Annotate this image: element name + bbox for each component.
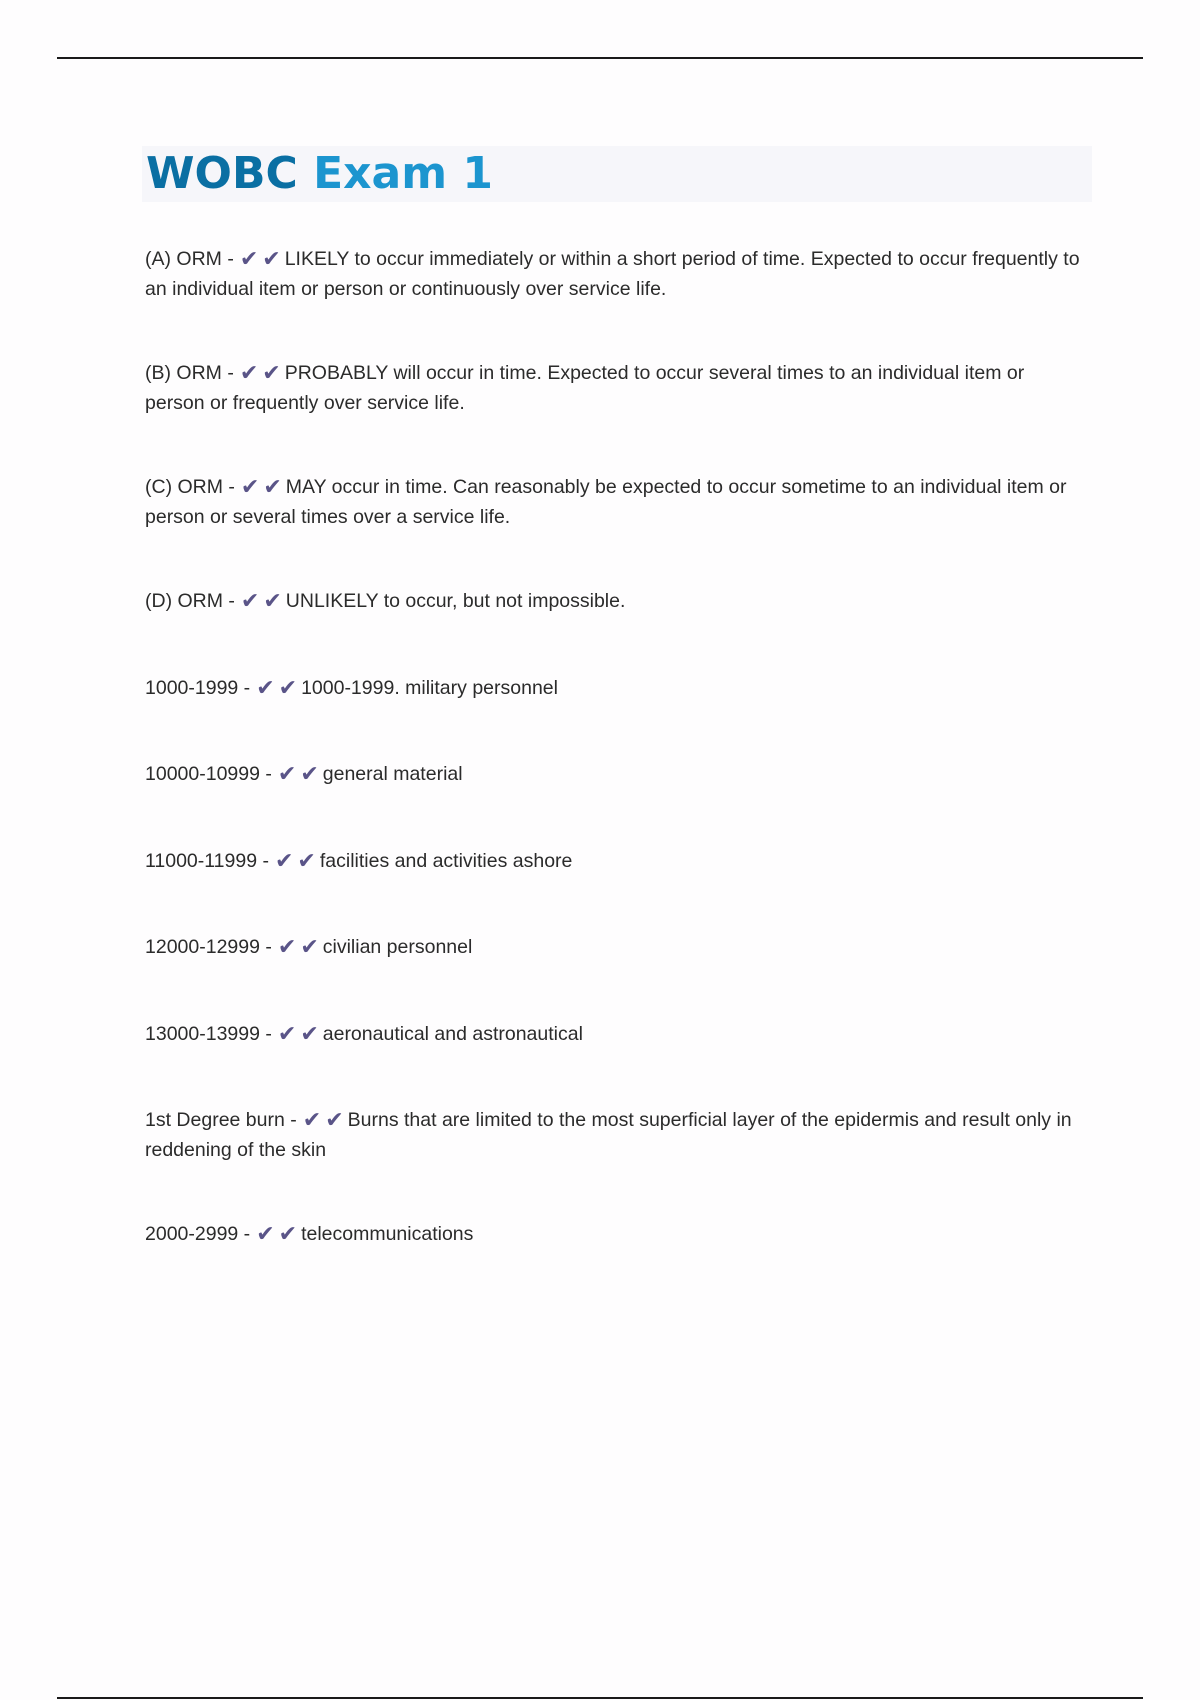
page-title <box>146 146 493 202</box>
checkmark-icon: ✔ <box>277 1022 297 1047</box>
checkmark-icon: ✔ <box>263 475 282 500</box>
flashcard-definition: aeronautical and astronautical <box>322 1023 583 1045</box>
flashcard-term: 1000-1999 <box>145 677 239 699</box>
checkmark-icon: ✔ <box>278 1222 298 1247</box>
checkmark-icon: ✔ <box>297 849 316 874</box>
flashcard-item <box>145 759 1085 789</box>
flashcard-term: 2000-2999 <box>145 1223 239 1245</box>
flashcard-item <box>145 358 1085 418</box>
flashcard-item <box>145 1219 1085 1249</box>
term-separator: - <box>259 1023 272 1045</box>
flashcard-term: (C) ORM <box>145 476 223 498</box>
flashcard-term: 1st Degree burn <box>145 1109 285 1131</box>
top-rule <box>57 57 1143 59</box>
flashcard-term: 12000-12999 <box>145 936 260 958</box>
flashcard-item <box>145 472 1085 532</box>
checkmark-icon: ✔ <box>240 475 260 500</box>
flashcard-item <box>145 586 1085 616</box>
flashcard-item <box>145 1105 1085 1165</box>
checkmark-icon: ✔ <box>302 1108 322 1133</box>
checkmark-icon: ✔ <box>256 1222 275 1247</box>
checkmark-icon: ✔ <box>239 361 259 386</box>
term-separator: - <box>257 850 269 872</box>
flashcard-definition: MAY occur in time. Can reasonably be expected to occur sometime to an individual item or person or several times over a service life. <box>145 476 1067 528</box>
term-separator: - <box>259 763 272 785</box>
term-separator: - <box>259 936 272 958</box>
term-separator: - <box>221 248 234 270</box>
checkmark-icon: ✔ <box>262 361 281 386</box>
flashcard-definition: telecommunications <box>301 1223 474 1245</box>
checkmark-icon: ✔ <box>239 247 259 272</box>
flashcard-term: 11000-11999 <box>145 850 258 872</box>
bottom-rule <box>57 1697 1143 1699</box>
flashcard-definition: facilities and activities ashore <box>319 850 573 872</box>
checkmark-icon: ✔ <box>263 589 282 614</box>
term-separator: - <box>238 1223 251 1245</box>
flashcard-term: 10000-10999 <box>145 763 260 785</box>
flashcard-definition: PROBABLY will occur in time. Expected to occur several times to an individual item or person or frequently over service life. <box>145 362 1025 414</box>
checkmark-icon: ✔ <box>300 762 319 787</box>
checkmark-icon: ✔ <box>325 1108 344 1133</box>
flashcard-definition: civilian personnel <box>322 936 473 958</box>
flashcard-definition: LIKELY to occur immediately or within a short period of time. Expected to occur frequently to an individual item or person or continuously over service life. <box>145 248 1080 300</box>
title-word-wobc: WOBC <box>146 148 298 199</box>
flashcard-term: (B) ORM <box>145 362 222 384</box>
checkmark-icon: ✔ <box>256 676 275 701</box>
flashcard-list <box>145 244 1085 1249</box>
flashcard-item <box>145 244 1085 304</box>
term-separator: - <box>222 590 235 612</box>
flashcard-item <box>145 1019 1085 1049</box>
checkmark-icon: ✔ <box>300 935 319 960</box>
flashcard-definition: 1000-1999. military personnel <box>301 677 558 699</box>
flashcard-item <box>145 673 1085 703</box>
checkmark-icon: ✔ <box>278 676 298 701</box>
flashcard-term: (D) ORM <box>145 590 223 612</box>
flashcard-term: (A) ORM <box>145 248 222 270</box>
title-word-exam: Exam 1 <box>313 148 494 199</box>
flashcard-definition: general material <box>322 763 463 785</box>
flashcard-term: 13000-13999 <box>145 1023 260 1045</box>
checkmark-icon: ✔ <box>277 762 297 787</box>
checkmark-icon: ✔ <box>240 589 260 614</box>
flashcard-item <box>145 846 1085 876</box>
checkmark-icon: ✔ <box>274 849 294 874</box>
flashcard-definition: Burns that are limited to the most superficial layer of the epidermis and result only in reddening of the skin <box>145 1109 1072 1161</box>
term-separator: - <box>284 1109 297 1131</box>
term-separator: - <box>221 362 234 384</box>
checkmark-icon: ✔ <box>262 247 281 272</box>
term-separator: - <box>238 677 251 699</box>
checkmark-icon: ✔ <box>300 1022 319 1047</box>
checkmark-icon: ✔ <box>277 935 297 960</box>
term-separator: - <box>222 476 235 498</box>
flashcard-definition: UNLIKELY to occur, but not impossible. <box>285 590 626 612</box>
flashcard-item <box>145 932 1085 962</box>
